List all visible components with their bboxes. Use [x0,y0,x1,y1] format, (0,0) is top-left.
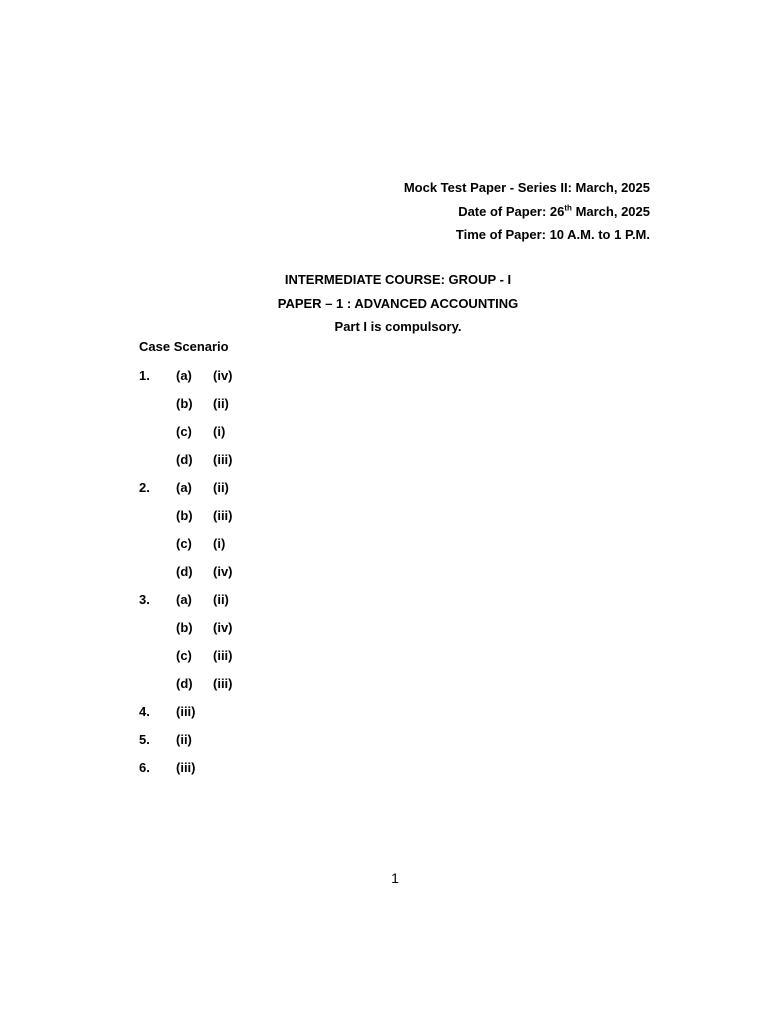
answer-option: (i) [213,536,226,551]
answer-option: (iii) [213,648,233,663]
answer-option: (ii) [213,480,229,495]
question-number: 4. [139,704,150,719]
question-number: 2. [139,480,150,495]
answer-option: (iv) [213,620,233,635]
question-number: 6. [139,760,150,775]
sub-part: (a) [176,368,192,383]
sub-part: (d) [176,676,193,691]
course-group: INTERMEDIATE COURSE: GROUP - I [284,272,512,287]
sub-part: (d) [176,564,193,579]
answer-option: (ii) [213,592,229,607]
sub-part: (c) [176,424,192,439]
section-title: Case Scenario [139,339,229,354]
sub-part: (iii) [176,760,196,775]
answer-option: (iii) [213,676,233,691]
time-line: Time of Paper: 10 A.M. to 1 P.M. [455,227,650,242]
answer-option: (iv) [213,368,233,383]
sub-part: (iii) [176,704,196,719]
sub-part: (b) [176,508,193,523]
compulsory-note: Part I is compulsory. [334,319,462,334]
date-suffix: March, 2025 [571,203,650,219]
question-number: 5. [139,732,150,747]
sub-part: (a) [176,592,192,607]
sub-part: (c) [176,648,192,663]
sub-part: (d) [176,452,193,467]
course-heading [0,268,768,339]
date-prefix: Date of Paper: 26 [458,203,565,219]
answer-option: (i) [213,424,226,439]
answer-option: (ii) [213,396,229,411]
sub-part: (c) [176,536,192,551]
question-number: 1. [139,368,150,383]
sub-part: (b) [176,620,193,635]
sub-part: (b) [176,396,193,411]
page-number: 1 [391,870,399,886]
series-line: Mock Test Paper - Series II: March, 2025 [403,180,650,195]
question-number: 3. [139,592,150,607]
answer-option: (iii) [213,452,233,467]
paper-title: PAPER – 1 : ADVANCED ACCOUNTING [277,295,519,311]
paper-header [404,176,650,247]
sub-part: (ii) [176,732,192,747]
answer-option: (iv) [213,564,233,579]
date-superscript: th [564,203,572,213]
sub-part: (a) [176,480,192,495]
answer-option: (iii) [213,508,233,523]
date-line [404,200,650,224]
